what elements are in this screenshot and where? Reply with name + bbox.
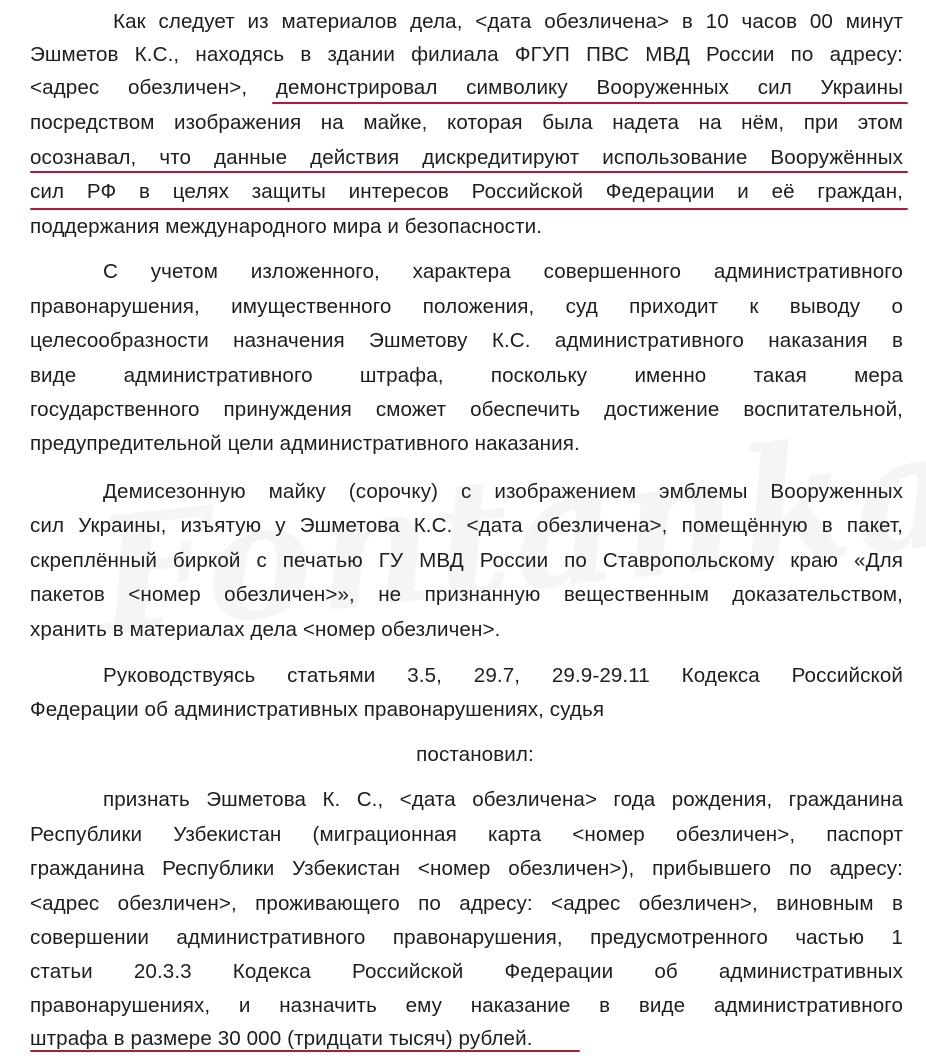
text-line: Руководствуясь статьями 3.5, 29.7, 29.9-29.11 Кодекса Российской [103, 664, 903, 687]
highlight-underline [30, 171, 908, 173]
text-line: государственного принуждения сможет обеспечить достижение воспитательной, [30, 398, 903, 421]
text-line: <адрес обезличен>, демонстрировал символику Вооруженных сил Украины [30, 76, 903, 99]
highlight-underline [30, 1050, 580, 1052]
text-line: штрафа в размере 30 000 (тридцати тысяч) рублей. [30, 1027, 533, 1050]
text-line: С учетом изложенного, характера совершенного административного [103, 260, 903, 283]
text-line: Федерации об административных правонарушениях, судья [30, 698, 605, 721]
text-line: Как следует из материалов дела, <дата обезличена> в 10 часов 00 минут [113, 10, 903, 33]
text-line: правонарушениях, и назначить ему наказание в виде административного [30, 994, 903, 1017]
text-line: хранить в материалах дела <номер обезличен>. [30, 618, 501, 641]
highlight-underline [272, 102, 908, 104]
text-line: поддержания международного мира и безопасности. [30, 215, 543, 238]
highlight-underline [30, 208, 908, 210]
text-line: Эшметов К.С., находясь в здании филиала ФГУП ПВС МВД России по адресу: [30, 43, 903, 66]
text-line: посредством изображения на майке, которая была надета на нём, при этом [30, 111, 903, 134]
text-line: осознавал, что данные действия дискредитируют использование Вооружённых [30, 146, 903, 169]
text-line: предупредительной цели административного наказания. [30, 432, 580, 455]
text-line: <адрес обезличен>, проживающего по адресу: <адрес обезличен>, виновным в [30, 892, 903, 915]
text-line: сил РФ в целях защиты интересов Российской Федерации и её граждан, [30, 180, 903, 203]
text-line: виде административного штрафа, поскольку именно такая мера [30, 364, 903, 387]
resolution-heading-text: постановил: [416, 743, 534, 766]
text-line: признать Эшметова К. С., <дата обезличена> года рождения, гражданина [103, 788, 903, 811]
text-line: Демисезонную майку (сорочку) с изображением эмблемы Вооруженных [103, 480, 903, 503]
text-line: скреплённый биркой с печатью ГУ МВД России по Ставропольскому краю «Для [30, 549, 903, 572]
text-line: сил Украины, изъятую у Эшметова К.С. <дата обезличена>, помещённую в пакет, [30, 514, 903, 537]
resolution-heading [0, 743, 926, 767]
text-line: Республики Узбекистан (миграционная карта <номер обезличен>, паспорт [30, 823, 903, 846]
text-line: статьи 20.3.3 Кодекса Российской Федерации об административных [30, 960, 903, 983]
text-line: совершении административного правонарушения, предусмотренного частью 1 [30, 926, 903, 949]
text-line: правонарушения, имущественного положения, суд приходит к выводу о [30, 295, 903, 318]
text-line: целесообразности назначения Эшметову К.С. административного наказания в [30, 329, 903, 352]
text-line: гражданина Республики Узбекистан <номер обезличен>), прибывшего по адресу: [30, 857, 903, 880]
text-line: пакетов <номер обезличен>», не признанную вещественным доказательством, [30, 583, 903, 606]
